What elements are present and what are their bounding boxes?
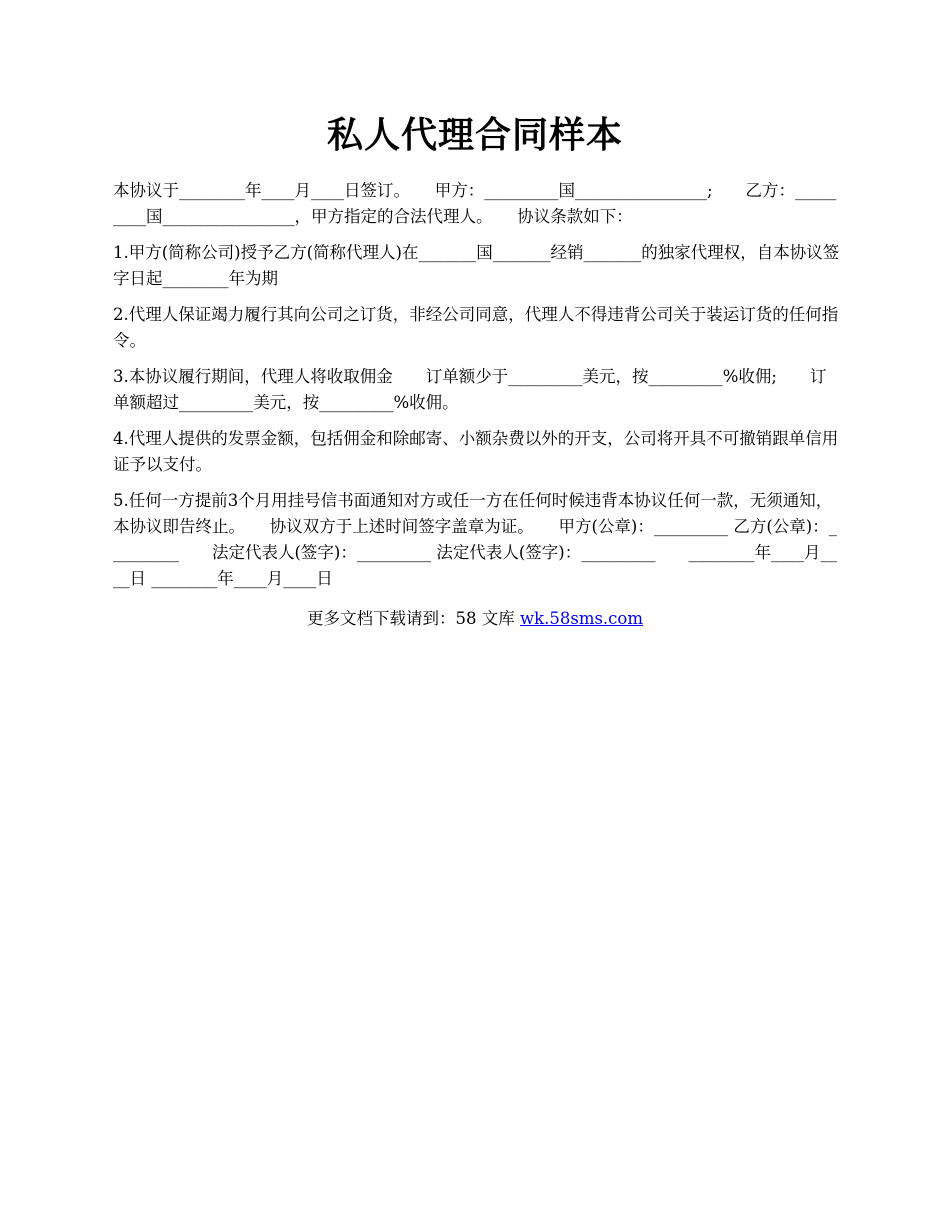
paragraph-clause-1: 1.甲方(简称公司)授予乙方(简称代理人)在_______国_______经销_______的独家代理权，自本协议签字日起________年为期	[113, 243, 840, 288]
contract-body	[113, 178, 841, 602]
download-footer	[0, 606, 950, 632]
document-title: 私人代理合同样本	[326, 115, 623, 156]
paragraph-clause-3: 3.本协议履行期间，代理人将收取佣金 订单额少于_________美元，按_________%收佣; 订单额超过_________美元，按_________%收佣。	[113, 367, 827, 412]
footer-link[interactable]: wk.58sms.com	[519, 609, 643, 628]
footer-text: 更多文档下载请到：58 文库	[306, 609, 520, 628]
paragraph-preamble: 本协议于________年____月____日签订。 甲方：_________国________________; 乙方：_________国________________，甲方指定的合法代理人。 协议条款如下：	[113, 181, 837, 226]
paragraph-clause-5: 5.任何一方提前3个月用挂号信书面通知对方或任一方在任何时候违背本协议任何一款，无须通知，本协议即告终止。 协议双方于上述时间签字盖章为证。 甲方(公章)：_________ 乙方(公章)：_________ 法定代表人(签字)：_________ 法定代表人(签字)：_________ ________年____月____日 ________年____月____日	[113, 491, 837, 588]
paragraph-clause-2: 2.代理人保证竭力履行其向公司之订货，非经公司同意，代理人不得违背公司关于装运订货的任何指令。	[113, 305, 839, 350]
paragraph-clause-4: 4.代理人提供的发票金额，包括佣金和除邮寄、小额杂费以外的开支，公司将开具不可撤销跟单信用证予以支付。	[113, 429, 839, 474]
